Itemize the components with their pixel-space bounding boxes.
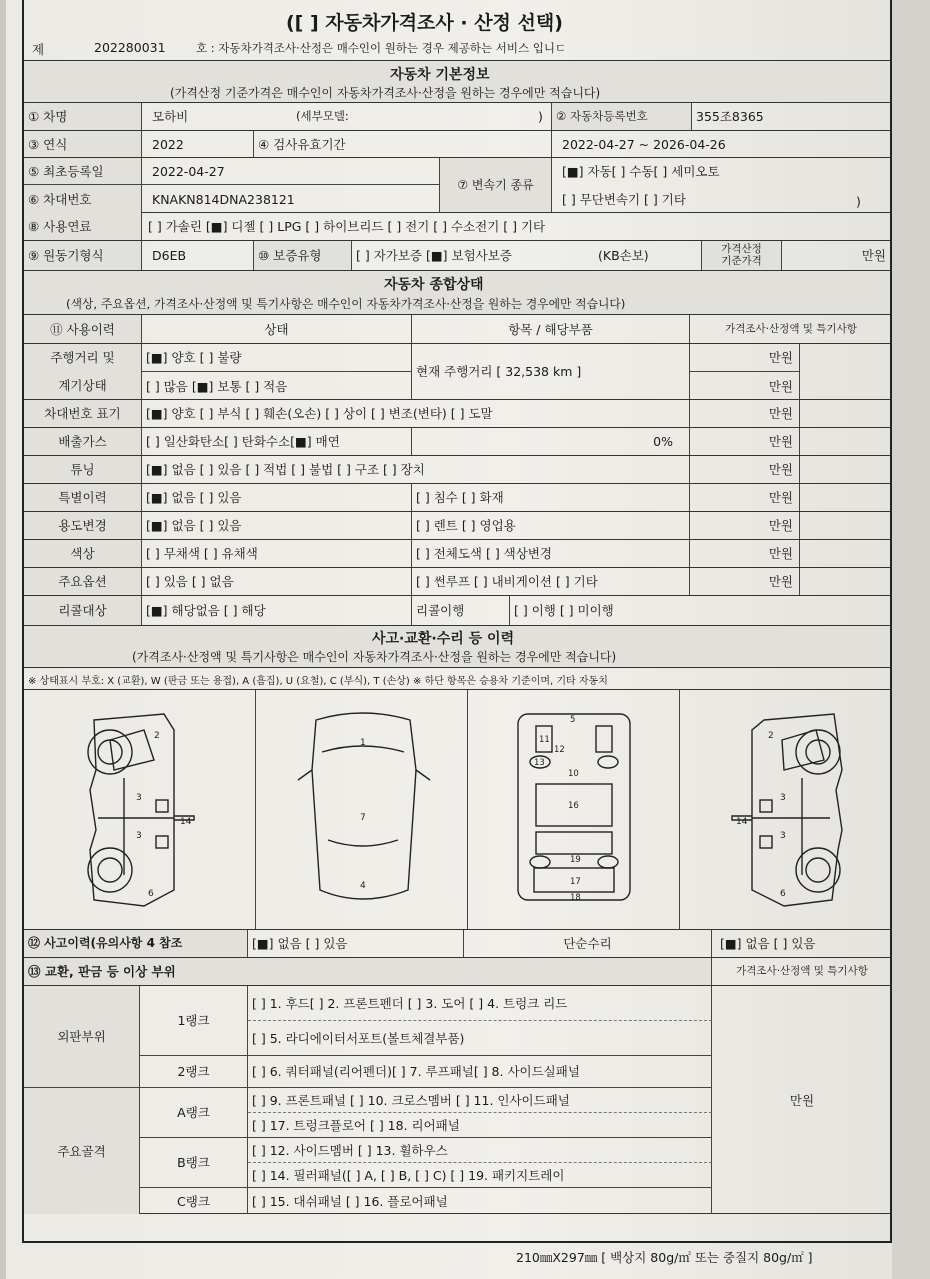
transmission-label: ⑦ 변속기 종류 (440, 158, 552, 212)
status-note: (색상, 주요옵션, 가격조사·산정액 및 특기사항은 매수인이 자동차가격조사·산정을 원하는 경우에만 적습니다) (66, 297, 626, 311)
mileage-label-2: 계기상태 (58, 377, 107, 393)
rankA-line2: [ ] 17. 트렁크플로어 [ ] 18. 리어패널 (248, 1113, 712, 1138)
desk-shadow (892, 0, 930, 1279)
rankA-label: A랭크 (140, 1088, 248, 1138)
transmission-line1: [■] 자동[ ] 수동[ ] 세미오토 (562, 164, 720, 179)
mileage-state-2: [ ] 많음 [■] 보통 [ ] 적음 (142, 372, 412, 400)
page-title: ([ ] 자동차가격조사 · 산정 선택) (286, 12, 563, 34)
outer-panel-label: 외판부위 (24, 986, 140, 1088)
recall-item: 리콜이행 (412, 596, 510, 625)
base-price-label (702, 241, 782, 270)
doc-number-row (24, 34, 890, 61)
row-exchange-header (24, 958, 890, 986)
row-emission (24, 428, 890, 456)
inspection-label: ④ 검사유효기간 (254, 131, 552, 157)
left-label-2: 2 (154, 731, 160, 741)
top-label-7: 7 (360, 813, 366, 823)
option-label: 주요옵션 (24, 568, 142, 595)
vin-mark-label: 차대번호 표기 (24, 400, 142, 427)
tuning-price: 만원 (690, 456, 800, 483)
option-item: [ ] 썬루프 [ ] 내비게이션 [ ] 기타 (412, 568, 690, 595)
first-reg-label: ⑤ 최초등록일 (24, 158, 142, 185)
mileage-price-2: 만원 (690, 372, 800, 400)
status-header (24, 271, 890, 315)
tuning-label: 튜닝 (24, 456, 142, 483)
under-label-10: 10 (568, 769, 579, 779)
rankC-line: [ ] 15. 대쉬패널 [ ] 16. 플로어패널 (248, 1188, 712, 1214)
row-mileage (24, 344, 890, 400)
exchange-price-unit: 만원 (789, 1092, 815, 1108)
rank1-label: 1랭크 (140, 986, 248, 1056)
top-label-4: 4 (360, 881, 366, 891)
first-reg: 2022-04-27 (142, 158, 440, 185)
car-name-label: ① 차명 (24, 103, 142, 130)
warranty-options: [ ] 자가보증 [■] 보험사보증 (356, 248, 512, 263)
doc-no-label: 제 (32, 42, 45, 57)
color-label: 색상 (24, 540, 142, 567)
simple-repair-value: [■] 없음 [ ] 있음 (720, 936, 816, 951)
special-price: 만원 (690, 484, 800, 511)
car-name: 모하비 (152, 109, 189, 124)
right-label-3a: 3 (780, 793, 786, 803)
option-state: [ ] 있음 [ ] 없음 (142, 568, 412, 595)
detail-model-close: ) (422, 103, 552, 130)
row-vin-mark (24, 400, 890, 428)
accident-header (24, 626, 890, 668)
under-label-13: 13 (534, 758, 545, 768)
accident-history-value: [■] 없음 [ ] 있음 (248, 930, 464, 957)
doc-notice: 호 : 자동차가격조사·산정은 매수인이 원하는 경우 제공하는 서비스 입니ㄷ (196, 41, 567, 55)
transmission-close: ) (856, 194, 861, 209)
basic-info-note: (가격산정 기준가격은 매수인이 자동차가격조사·산정을 원하는 경우에만 적습니다) (170, 86, 601, 100)
right-label-6: 6 (780, 889, 786, 899)
accident-history-label: ⑫ 사고이력(유의사항 4 참조 (24, 930, 248, 957)
top-label-1: 1 (360, 738, 366, 748)
under-label-18: 18 (570, 893, 581, 903)
col-state: 상태 (142, 315, 412, 343)
right-label-2: 2 (768, 731, 774, 741)
mileage-label-1: 주행거리 및 (50, 350, 115, 366)
under-label-19: 19 (570, 855, 581, 865)
recall-label: 리콜대상 (24, 596, 142, 625)
car-diagrams (24, 690, 892, 930)
reg-no: 355조8365 (696, 109, 764, 124)
rank2-line: [ ] 6. 쿼터패널(리어펜더)[ ] 7. 루프패널[ ] 8. 사이드실패널 (248, 1056, 712, 1088)
row-special (24, 484, 890, 512)
usage-price: 만원 (690, 512, 800, 539)
left-label-3b: 3 (136, 831, 142, 841)
usage-label: 용도변경 (24, 512, 142, 539)
year-label: ③ 연식 (24, 131, 142, 157)
frame-label: 주요골격 (24, 1088, 140, 1214)
status-title: 자동차 종합상태 (384, 277, 484, 293)
rankB-line2: [ ] 14. 필러패널([ ] A, [ ] B, [ ] C) [ ] 19. 패키지트레이 (248, 1163, 712, 1188)
engine-label: ⑨ 원동기형식 (24, 241, 142, 270)
basic-info-header (24, 61, 890, 103)
legend-row (24, 668, 890, 690)
exchange-label: ⑬ 교환, 판금 등 이상 부위 (24, 958, 712, 985)
exchange-body (24, 986, 890, 1214)
row-car-name (24, 103, 890, 131)
exchange-price-label: 가격조사·산정액 및 특기사항 (736, 965, 868, 978)
color-state: [ ] 무채색 [ ] 유채색 (142, 540, 412, 567)
color-price: 만원 (690, 540, 800, 567)
special-label: 특별이력 (24, 484, 142, 511)
special-item: [ ] 침수 [ ] 화재 (412, 484, 690, 511)
right-label-14: 14 (736, 817, 748, 827)
status-legend: ※ 상태표시 부호: X (교환), W (판금 또는 용접), A (흠집), U (요철), C (부식), T (손상) ※ 하단 항목은 승용차 기준이며, 기타 자동치 (28, 676, 608, 687)
row-usage (24, 512, 890, 540)
car-side-right-diagram (732, 714, 842, 906)
left-label-6: 6 (148, 889, 154, 899)
year: 2022 (142, 131, 254, 157)
right-label-3b: 3 (780, 831, 786, 841)
title-row (24, 0, 890, 34)
reg-no-label: ② 자동차등록번호 (552, 103, 692, 130)
under-label-12: 12 (554, 745, 565, 755)
tuning-options: [■] 없음 [ ] 있음 [ ] 적법 [ ] 불법 [ ] 구조 [ ] 장치 (142, 456, 690, 483)
row-year (24, 131, 890, 158)
basic-info-title: 자동차 기본정보 (390, 67, 490, 83)
rankC-label: C랭크 (140, 1188, 248, 1214)
top-diagram-labels (360, 738, 366, 891)
vin-label: ⑥ 차대번호 (24, 185, 142, 213)
inspection-period: 2022-04-27 ~ 2026-04-26 (562, 136, 726, 152)
left-label-3a: 3 (136, 793, 142, 803)
col-history: ⑪ 사용이력 (24, 315, 142, 343)
status-col-headers (24, 315, 890, 344)
under-diagram-labels (534, 715, 581, 903)
warranty-label: ⑩ 보증유형 (254, 241, 352, 270)
car-side-left-diagram (88, 714, 194, 906)
base-price-unit: 만원 (861, 248, 886, 263)
row-first-reg (24, 158, 890, 213)
car-diagram-row (24, 690, 890, 930)
emission-value: 0% (412, 428, 690, 455)
detail-model-label: (세부모델: (296, 108, 349, 123)
base-price-label-2: 기준가격 (721, 254, 762, 267)
usage-item: [ ] 렌트 [ ] 영업용 (412, 512, 690, 539)
fuel-label: ⑧ 사용연료 (24, 213, 142, 240)
mileage-price-1: 만원 (690, 344, 800, 372)
rank1-line2: [ ] 5. 라디에이터서포트(볼트체결부품) (248, 1021, 712, 1056)
under-label-16: 16 (568, 801, 579, 811)
fuel-options: [ ] 가솔린 [■] 디젤 [ ] LPG [ ] 하이브리드 [ ] 전기 [ ] 수소전기 [ ] 기타 (148, 219, 546, 234)
option-price: 만원 (690, 568, 800, 595)
emission-price: 만원 (690, 428, 800, 455)
vin-mark-price: 만원 (690, 400, 800, 427)
mileage-label (24, 344, 142, 399)
left-label-14: 14 (180, 817, 192, 827)
row-accident-history (24, 930, 890, 958)
paper-sheet (6, 0, 930, 1279)
recall-done: [ ] 이행 [ ] 미이행 (514, 603, 614, 618)
transmission-line2: [ ] 무단변속기 [ ] 기타 (562, 191, 686, 207)
col-price: 가격조사·산정액 및 특기사항 (725, 322, 857, 335)
row-recall (24, 596, 890, 626)
emission-label: 배출가스 (24, 428, 142, 455)
paper-spec-footer: 210㎜X297㎜ [ 백상지 80g/㎡ 또는 중질지 80g/㎡ ] (516, 1250, 813, 1265)
under-label-17: 17 (570, 877, 581, 887)
simple-repair-label: 단순수리 (464, 930, 712, 957)
rank1-line1: [ ] 1. 후드[ ] 2. 프론트펜더 [ ] 3. 도어 [ ] 4. 트렁크 리드 (248, 986, 712, 1021)
left-diagram-labels (136, 731, 192, 899)
row-fuel (24, 213, 890, 241)
row-tuning (24, 456, 890, 484)
emission-options: [ ] 일산화탄소[ ] 탄화수소[■] 매연 (142, 428, 412, 455)
usage-state: [■] 없음 [ ] 있음 (142, 512, 412, 539)
rankA-line1: [ ] 9. 프론트패널 [ ] 10. 크로스멤버 [ ] 11. 인사이드패널 (248, 1088, 712, 1113)
mileage-state-1: [■] 양호 [ ] 불량 (142, 344, 412, 372)
warranty-company: (KB손보) (572, 241, 702, 270)
recall-state: [■] 해당없음 [ ] 해당 (142, 596, 412, 625)
rank2-label: 2랭크 (140, 1056, 248, 1088)
under-label-5: 5 (570, 715, 576, 725)
row-option (24, 568, 890, 596)
rankB-line1: [ ] 12. 사이드멤버 [ ] 13. 휠하우스 (248, 1138, 712, 1163)
rankB-label: B랭크 (140, 1138, 248, 1188)
right-diagram-labels (736, 731, 786, 899)
row-color (24, 540, 890, 568)
accident-note: (가격조사·산정액 및 특기사항은 매수인이 자동차가격조사·산정을 원하는 경우에만 적습니다) (132, 650, 617, 664)
base-price-label-1: 가격산정 (721, 243, 762, 256)
current-mileage: 현재 주행거리 [ 32,538 km ] (412, 344, 690, 399)
col-item: 항목 / 해당부품 (412, 315, 690, 343)
doc-number: 202280031 (94, 40, 166, 55)
engine-type: D6EB (142, 241, 254, 270)
special-state: [■] 없음 [ ] 있음 (142, 484, 412, 511)
vin: KNAKN814DNA238121 (142, 185, 440, 213)
accident-title: 사고·교환·수리 등 이력 (372, 631, 515, 647)
row-engine (24, 241, 890, 271)
under-label-11: 11 (539, 735, 550, 745)
vin-mark-options: [■] 양호 [ ] 부식 [ ] 훼손(오손) [ ] 상이 [ ] 변조(변타) [ ] 도말 (142, 400, 690, 427)
inspection-form (22, 0, 892, 1243)
color-item: [ ] 전체도색 [ ] 색상변경 (412, 540, 690, 567)
